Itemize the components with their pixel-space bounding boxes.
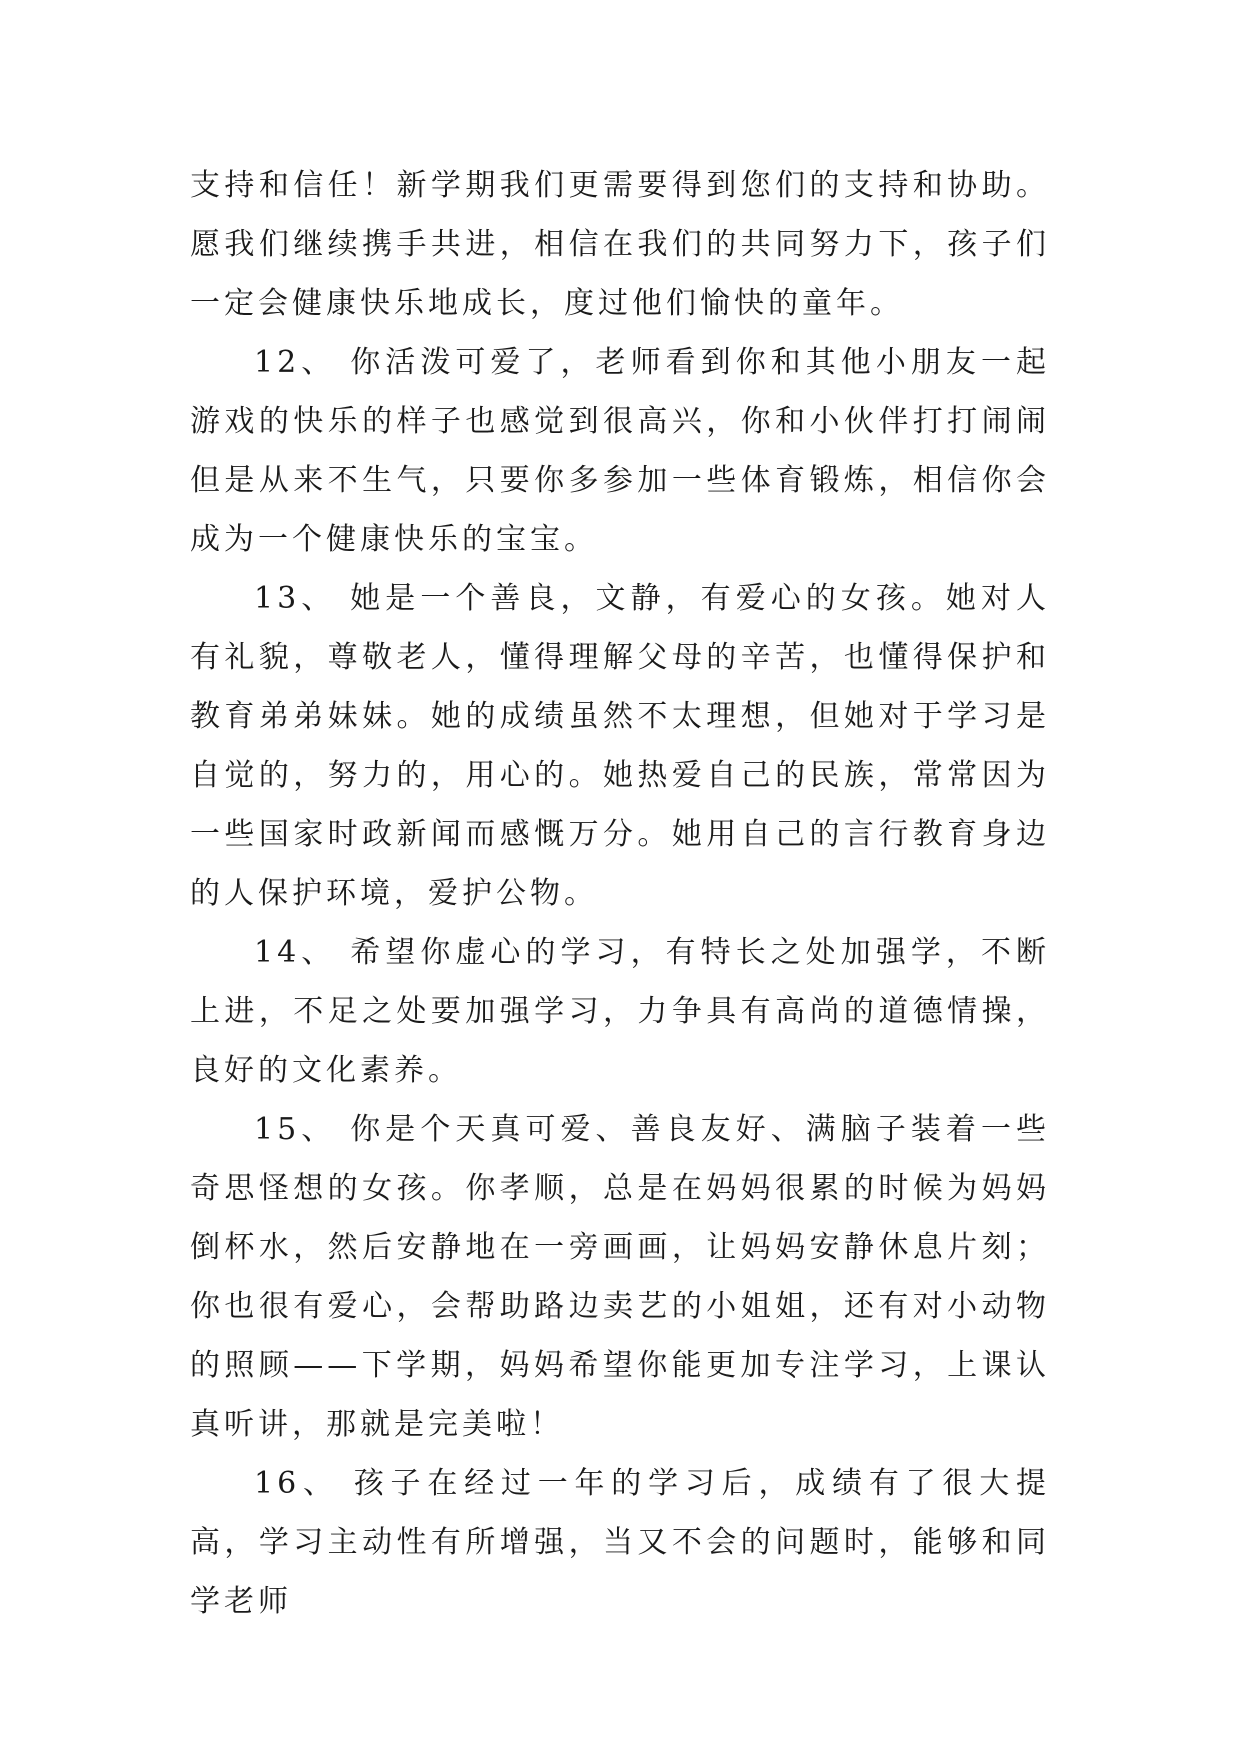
paragraph-text: 她是一个善良，文静，有爱心的女孩。她对人有礼貌，尊敬老人，懂得理解父母的辛苦，也懂得保护和教育弟弟妹妹。她的成绩虽然不太理想，但她对于学习是自觉的，努力的，用心的。她热爱自己的民族，常常因为一些国家时政新闻而感慨万分。她用自己的言行教育身边的人保护环境，爱护公物。	[190, 581, 1051, 911]
paragraph-13	[190, 569, 1050, 923]
paragraph-text: 孩子在经过一年的学习后，成绩有了很大提高，学习主动性有所增强，当又不会的问题时，能够和同学老师	[190, 1466, 1050, 1619]
paragraph-text: 你活泼可爱了，老师看到你和其他小朋友一起游戏的快乐的样子也感觉到很高兴，你和小伙伴打打闹闹但是从来不生气，只要你多参加一些体育锻炼，相信你会成为一个健康快乐的宝宝。	[190, 345, 1051, 557]
paragraph-12	[190, 333, 1050, 569]
paragraph-14	[190, 923, 1050, 1100]
paragraph-number: 14、	[254, 935, 337, 970]
document-body	[190, 156, 1050, 1631]
paragraph-number: 15、	[254, 1112, 337, 1147]
paragraph-text: 你是个天真可爱、善良友好、满脑子装着一些奇思怪想的女孩。你孝顺，总是在妈妈很累的时候为妈妈倒杯水，然后安静地在一旁画画，让妈妈安静休息片刻；你也很有爱心，会帮助路边卖艺的小姐姐，还有对小动物的照顾——下学期，妈妈希望你能更加专注学习，上课认真听讲，那就是完美啦！	[190, 1112, 1051, 1442]
paragraph-text: 支持和信任！新学期我们更需要得到您们的支持和协助。愿我们继续携手共进，相信在我们的共同努力下，孩子们一定会健康快乐地成长，度过他们愉快的童年。	[190, 168, 1050, 321]
paragraph-number: 12、	[254, 345, 337, 380]
paragraph-number: 13、	[254, 581, 337, 616]
paragraph-continuation	[190, 156, 1050, 333]
paragraph-15	[190, 1100, 1050, 1454]
paragraph-number: 16、	[254, 1466, 340, 1501]
paragraph-text: 希望你虚心的学习，有特长之处加强学，不断上进，不足之处要加强学习，力争具有高尚的道德情操，良好的文化素养。	[190, 935, 1051, 1088]
paragraph-16	[190, 1454, 1050, 1631]
